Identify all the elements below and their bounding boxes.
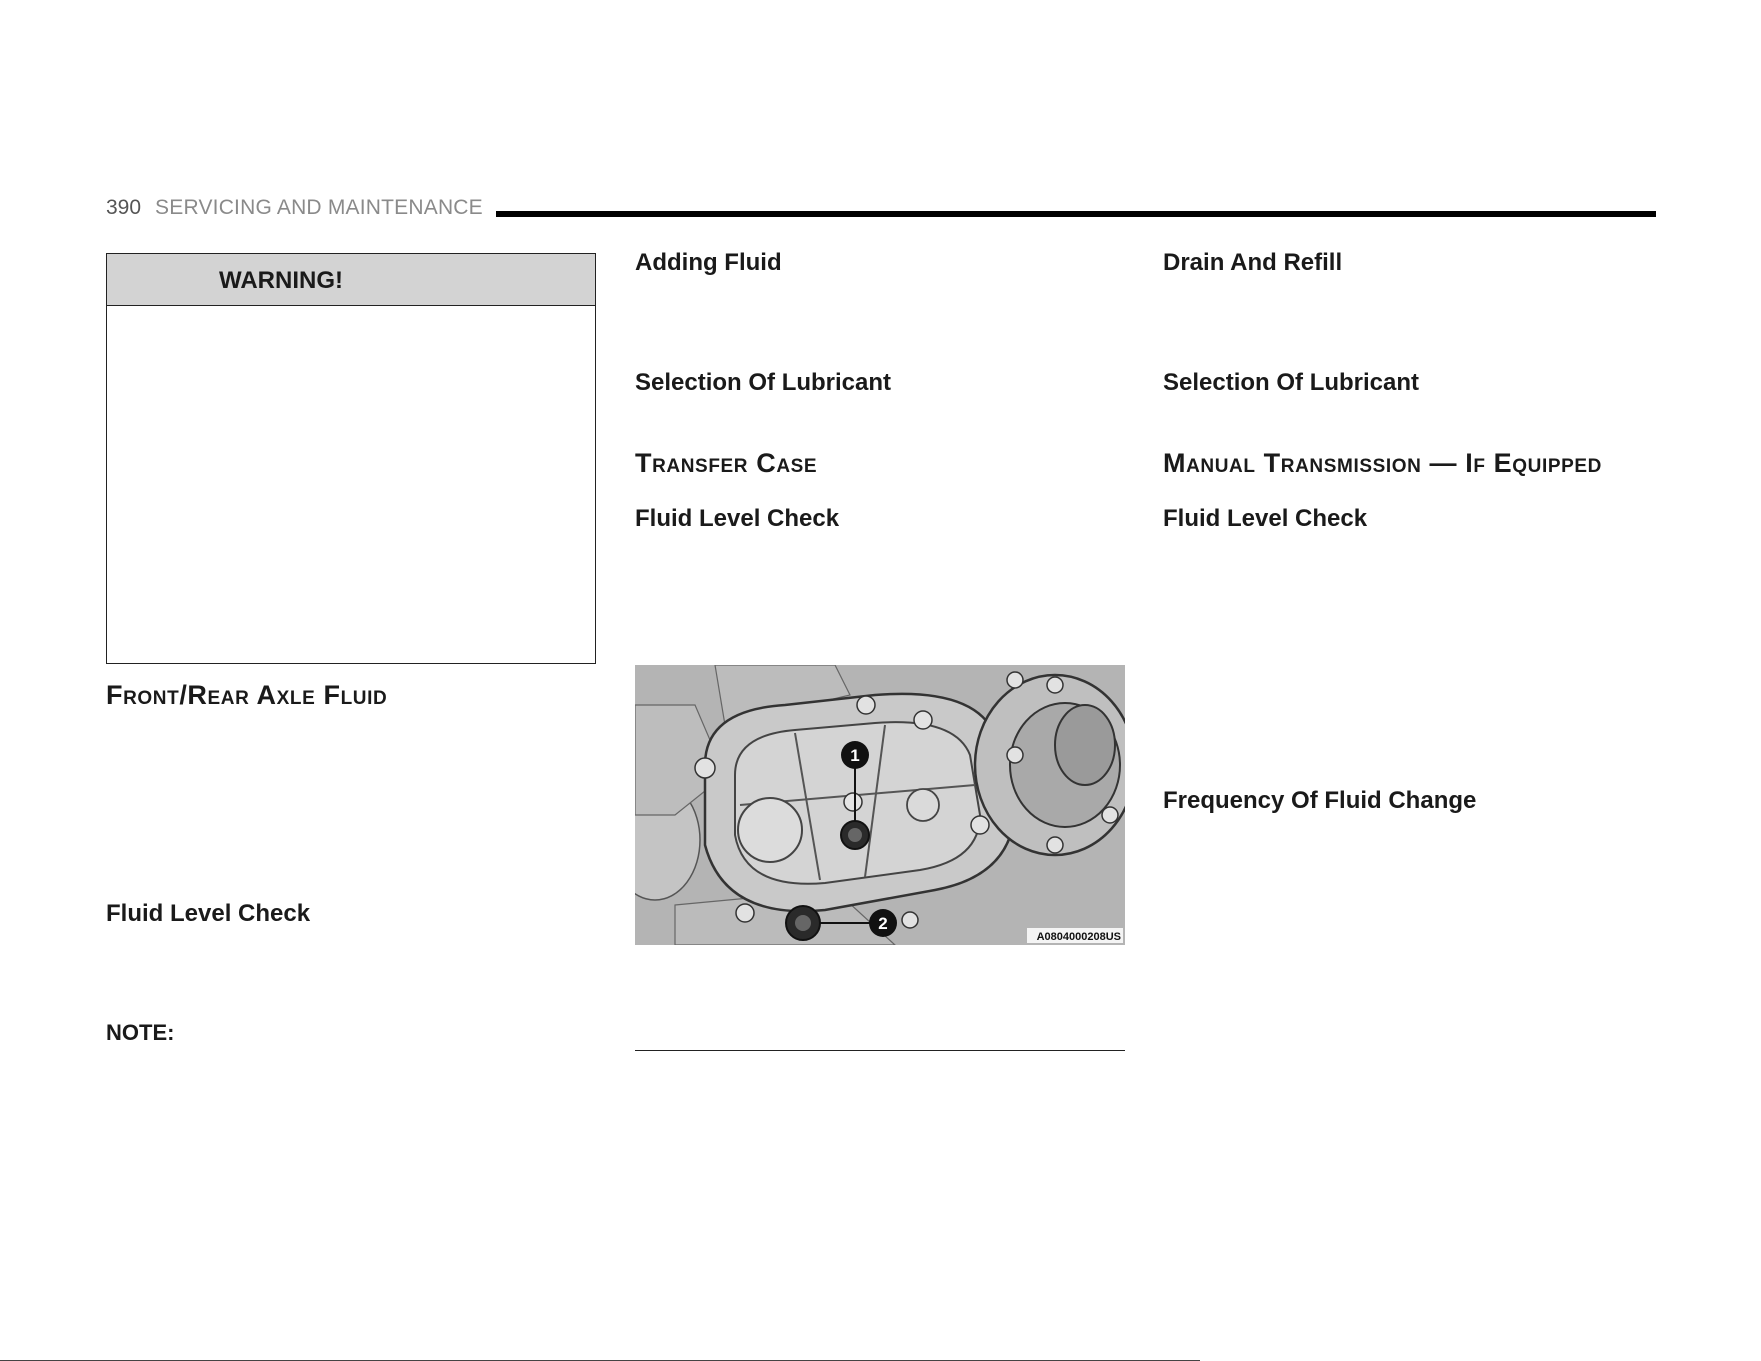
page-number: 390 bbox=[106, 196, 142, 219]
transfer-case-heading: Transfer Case bbox=[635, 448, 818, 478]
transfer-case-illustration bbox=[635, 665, 1125, 945]
drain-and-refill-heading: Drain And Refill bbox=[1163, 249, 1343, 276]
frequency-heading: Frequency Of Fluid Change bbox=[1163, 787, 1477, 814]
transfer-case-figure bbox=[635, 665, 1125, 945]
axle-fluid-heading: Front/Rear Axle Fluid bbox=[106, 680, 388, 710]
page-header bbox=[106, 196, 483, 220]
manual-fluid-level-check-heading: Fluid Level Check bbox=[1163, 505, 1368, 532]
transfer-case-fluid-level-check-heading: Fluid Level Check bbox=[635, 505, 840, 532]
header-rule bbox=[496, 211, 1656, 217]
callout-2 bbox=[869, 909, 897, 937]
adding-fluid-heading: Adding Fluid bbox=[635, 249, 782, 276]
note-label: NOTE: bbox=[106, 1020, 175, 1045]
callout-2-label: 2 bbox=[878, 914, 888, 933]
callout-1 bbox=[841, 741, 869, 769]
warning-header bbox=[107, 254, 595, 306]
column-rule bbox=[635, 1050, 1125, 1051]
warning-title: WARNING! bbox=[219, 267, 343, 294]
warning-box bbox=[106, 253, 596, 664]
selection-of-lubricant-heading: Selection Of Lubricant bbox=[635, 369, 892, 396]
callout-1-label: 1 bbox=[850, 746, 860, 765]
figure-id: A0804000208US bbox=[1036, 931, 1121, 943]
section-title: SERVICING AND MAINTENANCE bbox=[155, 196, 483, 219]
manual-selection-of-lubricant-heading: Selection Of Lubricant bbox=[1163, 369, 1420, 396]
manual-transmission-heading: Manual Transmission — If Equipped bbox=[1163, 448, 1602, 478]
axle-fluid-level-check-heading: Fluid Level Check bbox=[106, 900, 311, 927]
